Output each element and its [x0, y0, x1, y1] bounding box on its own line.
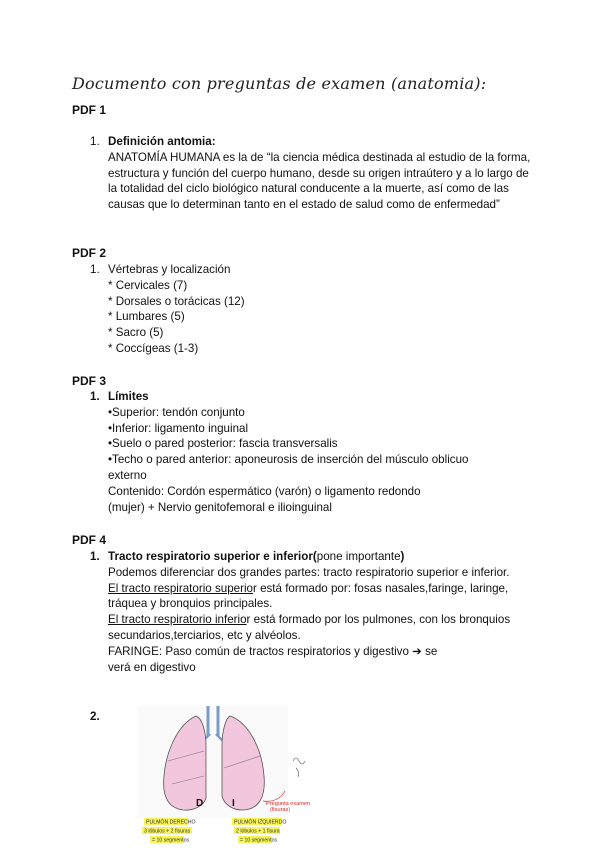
left-lung-letter: I [232, 798, 235, 809]
paragraph-text: r está formado por los pulmones, con los bronquios secundarios,terciarios, etc y alvéolos. [108, 613, 511, 642]
list-line: * Sacro (5) [108, 326, 164, 340]
lungs-figure [138, 706, 338, 848]
pdf4-heading: PDF 4 [72, 533, 107, 547]
list-number: 1. [90, 263, 100, 276]
item-title-note: pone importante [316, 550, 401, 563]
item-text: ANATOMÍA HUMANA es la de “la ciencia médica destinada al estudio de la forma, estructura y función del cuerpo humano, desde su origen intraútero y a lo largo de la totalidad del ciclo biológico natural conducente a la muerte, así como de las causas que lo determinan tanto en el estado de salud como de enfermedad” [108, 150, 531, 212]
list-line: •Superior: tendón conjunto [108, 405, 245, 419]
pdf4-item-1 [90, 549, 535, 675]
pdf1-item-1 [90, 134, 535, 213]
right-lung-letter: D [196, 798, 204, 809]
right-lung-caption-2: 3 lóbulos + 2 fisuras [144, 828, 191, 835]
paragraph-text: r está formado por: fosas nasales,faringe, laringe, tráquea y bronquios principales. [108, 581, 509, 611]
item-title [108, 549, 535, 565]
sketch-marks [293, 758, 305, 777]
left-lung-caption-2: 2 lóbulos + 1 fisura [236, 828, 280, 835]
paragraph: Podemos diferenciar dos grandes partes: tracto respiratorio superior e inferior. [108, 565, 510, 579]
exam-note-line-1: Pregunta examen [266, 801, 311, 807]
pdf2-heading: PDF 2 [72, 246, 107, 260]
left-lung-caption-3: = 10 segmentos [240, 837, 278, 844]
paragraph [108, 581, 535, 613]
exam-note-line-2: (fisuras) [270, 807, 291, 813]
list-line: •Techo o pared anterior: aponeurosis de inserción del músculo oblicuo externo [108, 453, 469, 482]
underlined-term: El tracto respiratorio inferio [108, 613, 247, 627]
list-number: 2. [90, 710, 100, 723]
item-title-close: ) [400, 550, 405, 563]
paragraph: verá en digestivo [108, 660, 196, 674]
right-lung-caption-1: PULMÓN DERECHO [146, 819, 196, 826]
item-title: Límites [108, 390, 149, 403]
list-line: * Dorsales o torácicas (12) [108, 294, 245, 308]
list-number: 1. [90, 550, 100, 563]
list-line: •Inferior: ligamento inguinal [108, 421, 249, 435]
item-title: Vértebras y localización [108, 263, 231, 276]
underlined-term: El tracto respiratorio superio [108, 581, 253, 595]
list-line: •Suelo o pared posterior: fascia transversalis [108, 437, 338, 451]
pdf3-item-1 [90, 389, 535, 515]
list-line: Contenido: Cordón espermático (varón) o ligamento redondo [108, 484, 421, 498]
left-lung-caption-1: PULMÓN IZQUIERDO [234, 819, 287, 826]
item-title: Definición antomia: [108, 135, 216, 148]
right-lung-caption-3: = 10 segmentos [152, 837, 190, 844]
paragraph: FARINGE: Paso común de tractos respiratorios y digestivo ➔ se [108, 644, 438, 658]
document-title: Documento con preguntas de examen (anatomia): [72, 74, 487, 93]
list-line: * Lumbares (5) [108, 310, 185, 324]
paragraph [108, 612, 535, 644]
list-line: * Cervicales (7) [108, 278, 188, 292]
list-number: 1. [90, 390, 100, 403]
item-title-bold: Tracto respiratorio superior e inferior( [108, 550, 317, 563]
pdf3-heading: PDF 3 [72, 374, 107, 388]
list-number: 1. [90, 135, 100, 148]
pdf1-heading: PDF 1 [72, 103, 107, 117]
list-line: (mujer) + Nervio genitofemoral e ilioinguinal [108, 500, 332, 514]
pdf2-item-1 [90, 262, 535, 357]
list-line: * Coccígeas (1-3) [108, 341, 199, 355]
